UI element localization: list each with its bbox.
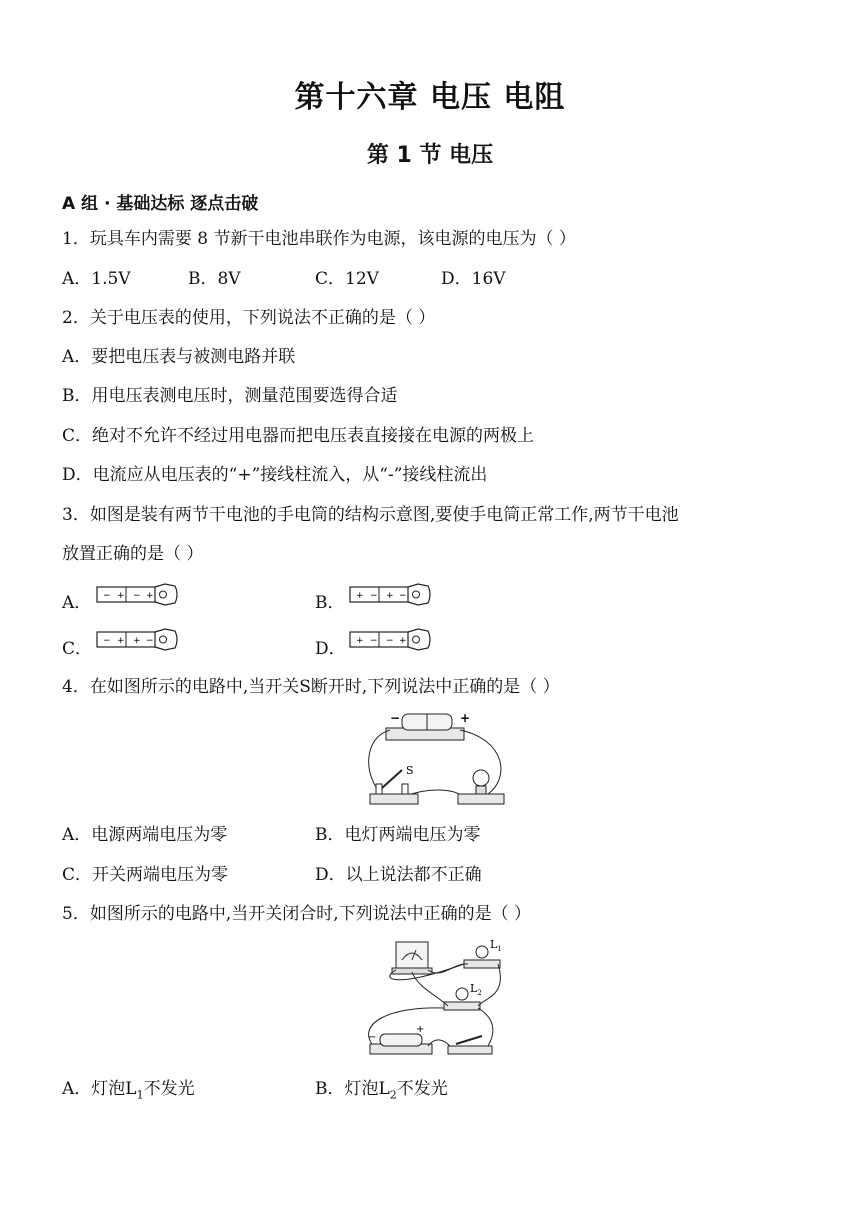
q4-option-a: A．电源两端电压为零 [62,825,228,845]
q5-l2-sub: 2 [477,989,482,997]
q3-option-d: D． [315,639,346,659]
q2-option-b: B．用电压表测电压时，测量范围要选得合适 [62,386,398,406]
q3-flashlight-c [95,627,179,653]
svg-text:−: − [399,591,407,601]
q5-option-b-sub: 2 [389,1088,397,1102]
q3-option-c: C． [62,639,93,659]
q4-stem: 4．在如图所示的电路中,当开关S断开时,下列说法中正确的是（ ） [62,677,560,697]
chapter-title: 第十六章 电压 电阻 [294,80,566,115]
svg-text:L1 [490,938,502,953]
q5-option-b-suffix: 不发光 [396,1079,448,1099]
q3-option-a: A． [62,593,92,613]
svg-text:L2 [470,982,482,997]
q5-circuit-diagram [358,936,508,1060]
q1-option-b: B．8V [188,269,241,289]
q5-option-a-sub: 1 [136,1088,144,1102]
svg-text:+: + [399,636,407,646]
q5-l1-label: L [490,938,498,951]
q1-option-a: A．1.5V [62,269,131,289]
q5-minus-label: − [368,1032,377,1043]
q2-option-a: A．要把电压表与被测电路并联 [62,347,296,367]
svg-text:+: + [146,591,154,601]
svg-text:−: − [103,636,111,646]
section-title: 第 1 节 电压 [366,143,494,168]
q5-option-a-suffix: 不发光 [143,1079,195,1099]
q5-option-a [62,1078,195,1106]
q4-option-d: D．以上说法都不正确 [315,865,482,885]
svg-text:+: + [356,636,364,646]
q4-minus-label: − [390,711,401,725]
q4-circuit-diagram [360,708,510,812]
q1-stem: 1．玩具车内需要 8 节新干电池串联作为电源，该电源的电压为（ ） [62,229,576,249]
q3-stem-line2: 放置正确的是（ ） [62,544,204,564]
q3-option-b: B． [315,593,345,613]
svg-text:−: − [370,591,378,601]
q2-option-c: C．绝对不允许不经过用电器而把电压表直接接在电源的两极上 [62,426,535,446]
q3-flashlight-d [348,627,432,653]
svg-text:+: + [356,591,364,601]
svg-text:−: − [103,591,111,601]
svg-text:+: + [117,591,125,601]
q5-option-b [315,1078,448,1106]
q4-switch-label: S [406,764,414,777]
q5-plus-label: + [416,1024,425,1035]
q1-option-d: D．16V [441,269,506,289]
svg-text:−: − [370,636,378,646]
svg-text:+: + [117,636,125,646]
q3-stem-line1: 3．如图是装有两节干电池的手电筒的结构示意图,要使手电筒正常工作,两节干电池 [62,505,679,525]
q4-option-b: B．电灯两端电压为零 [315,825,481,845]
svg-text:−: − [146,636,154,646]
svg-text:−: − [386,636,394,646]
svg-text:+: + [386,591,394,601]
q5-option-a-text: A．灯泡L [62,1079,137,1099]
svg-text:−: − [133,591,141,601]
svg-text:+: + [133,636,141,646]
group-heading: A 组 · 基础达标 逐点击破 [62,194,259,214]
q4-option-c: C．开关两端电压为零 [62,865,229,885]
q4-plus-label: + [460,711,471,725]
q3-flashlight-a [95,582,179,608]
q5-l1-sub: 1 [497,945,502,953]
q1-option-c: C．12V [315,269,379,289]
q3-flashlight-b [348,582,432,608]
q2-stem: 2．关于电压表的使用，下列说法不正确的是（ ） [62,308,436,328]
q5-l2-label: L [470,982,478,995]
q2-option-d: D．电流应从电压表的“+”接线柱流入，从“-”接线柱流出 [62,465,488,485]
q5-stem: 5．如图所示的电路中,当开关闭合时,下列说法中正确的是（ ） [62,904,532,924]
q5-option-b-text: B．灯泡L [315,1079,390,1099]
